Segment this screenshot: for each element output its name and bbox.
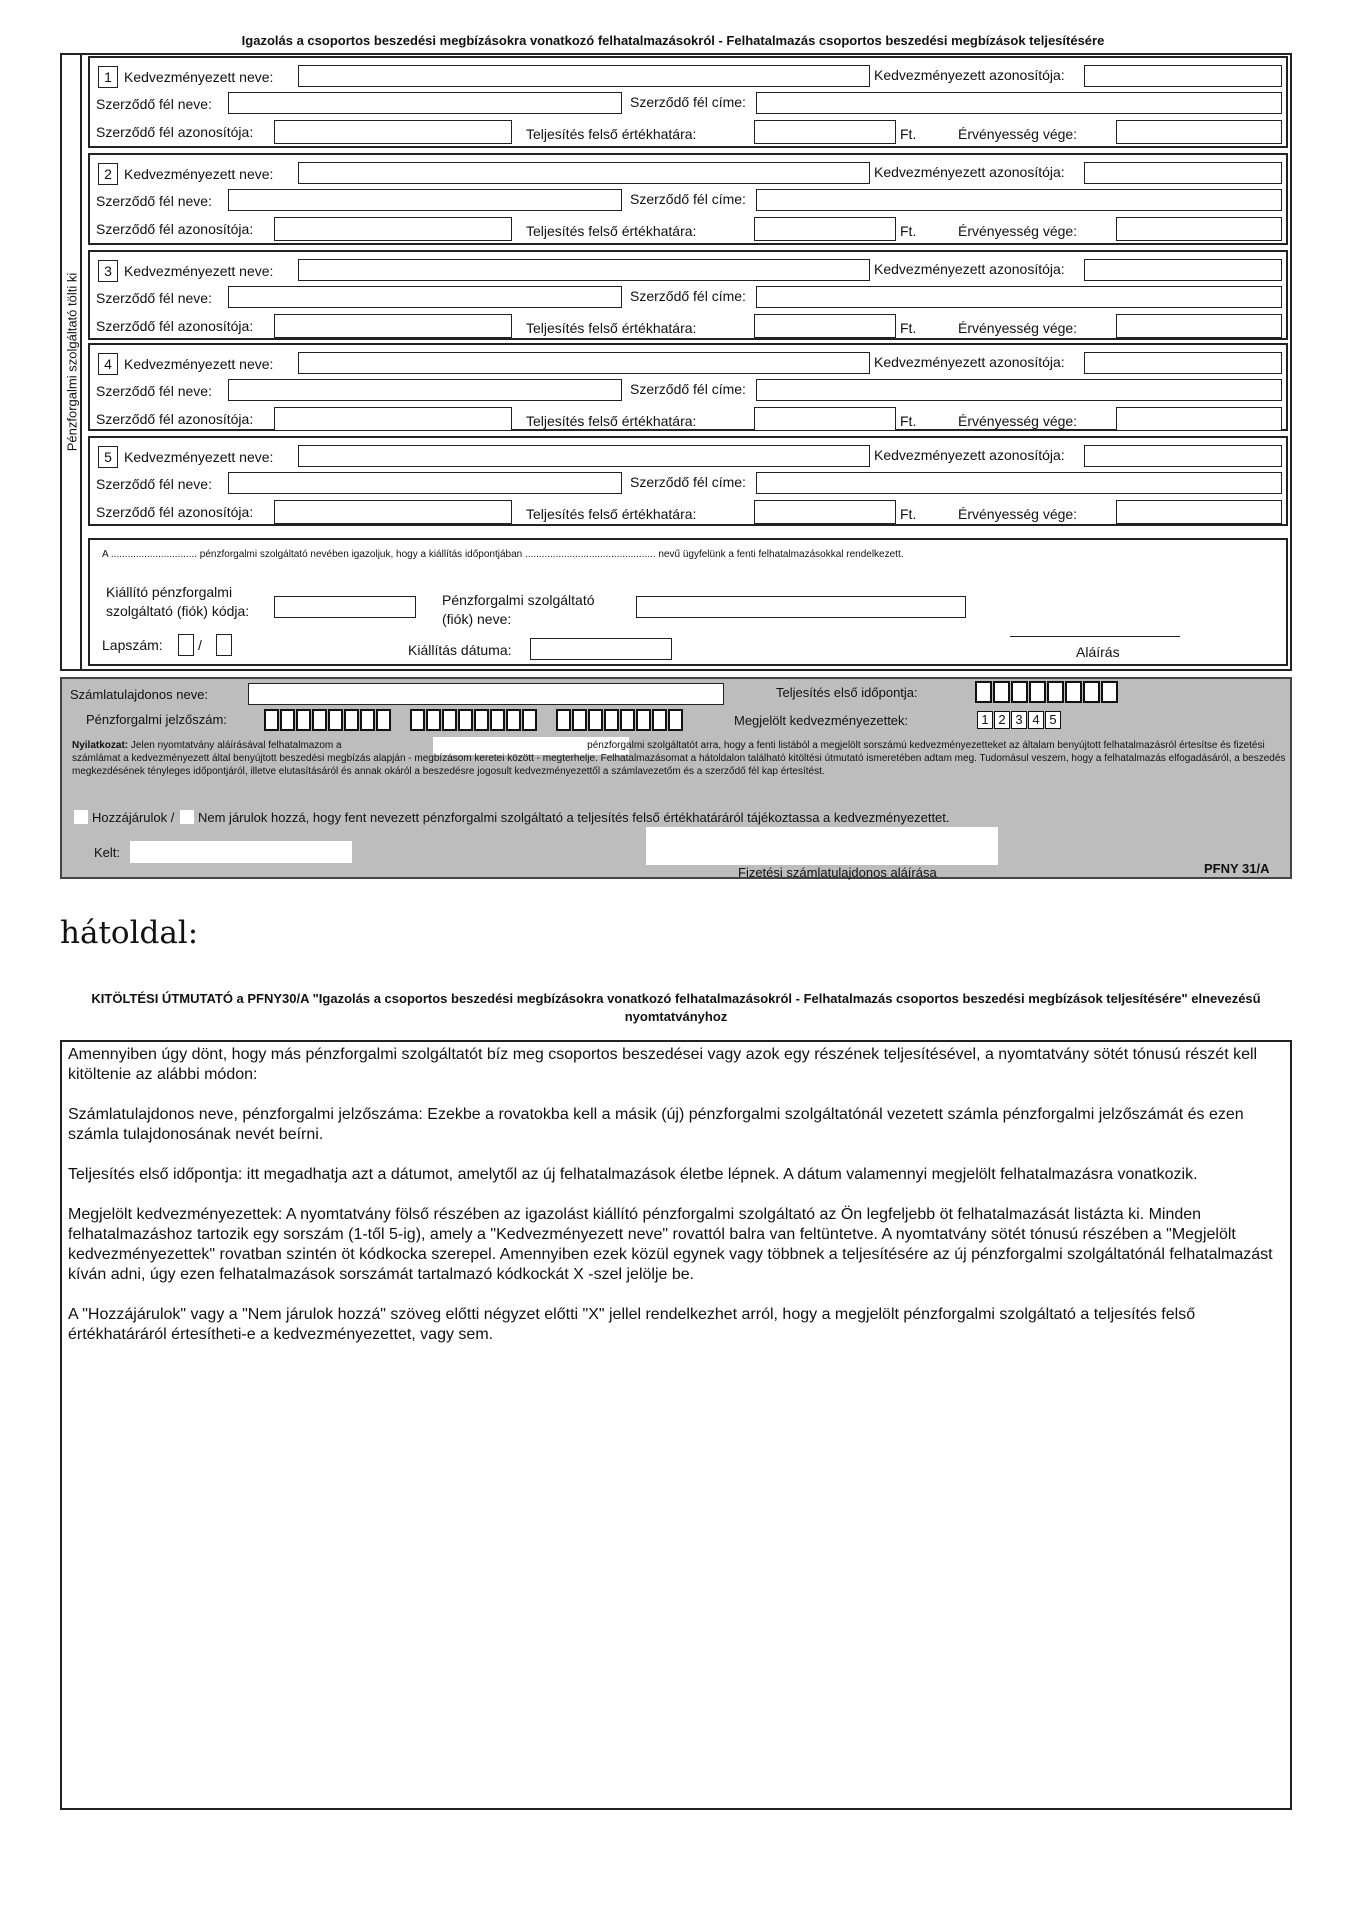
guide-paragraph: A "Hozzájárulok" vagy a "Nem járulok hozzá" szöveg előtti négyzet előtti "X" jellel rendelkezhet arról, hogy a megjelölt pénzforgalmi szolgáltató a teljesítés felső értékhatáráról értesítheti-e a kedvezményezettet, vagy sem. (68, 1306, 1196, 1343)
party-name-field[interactable] (228, 286, 622, 308)
party-name-label: Szerződő fél neve: (96, 476, 212, 492)
account-number-cell[interactable] (264, 709, 279, 731)
account-number-cell[interactable] (604, 709, 619, 731)
date-label: Kelt: (94, 845, 121, 860)
beneficiary-name-field[interactable] (298, 352, 870, 374)
validity-end-label: Érvényesség vége: (958, 320, 1078, 336)
validity-end-field[interactable] (1116, 120, 1282, 144)
account-number-cell[interactable] (410, 709, 425, 731)
guide-title: KITÖLTÉSI ÚTMUTATÓ a PFNY30/A "Igazolás a csoportos beszedési megbízásokra vonatkozó felhatalmazásokról - Felhatalmazás csoportos beszedési megbízások teljesítésére" elnevezésű nyomtatványhoz (91, 991, 1261, 1024)
beneficiary-id-field[interactable] (1084, 162, 1282, 184)
account-number-cell[interactable] (572, 709, 587, 731)
party-address-field[interactable] (756, 92, 1282, 114)
party-name-field[interactable] (228, 472, 622, 494)
first-date-cell[interactable] (1101, 681, 1118, 703)
currency-label: Ft. (900, 223, 917, 239)
account-number-cell[interactable] (506, 709, 521, 731)
account-number-cell[interactable] (312, 709, 327, 731)
account-number-cell[interactable] (556, 709, 571, 731)
limit-label: Teljesítés felső értékhatára: (526, 413, 697, 429)
issuer-code-field[interactable] (274, 596, 416, 618)
entry-number: 5 (98, 446, 118, 468)
party-name-label: Szerződő fél neve: (96, 383, 212, 399)
party-id-field[interactable] (274, 500, 512, 524)
account-number-cell[interactable] (588, 709, 603, 731)
beneficiary-id-label: Kedvezményezett azonosítója: (874, 354, 1065, 370)
beneficiary-id-label: Kedvezményezett azonosítója: (874, 67, 1065, 83)
declaration-title: Nyilatkozat: (72, 740, 129, 751)
guide-paragraph: Számlatulajdonos neve, pénzforgalmi jelzőszáma: Ezekbe a rovatokba kell a másik (új) pénzforgalmi szolgáltatónál vezetett számla pénzforgalmi jelzőszámát és ezen számla tulajdonosának nevét beírni. (68, 1106, 1244, 1143)
beneficiary-id-label: Kedvezményezett azonosítója: (874, 447, 1065, 463)
party-name-label: Szerződő fél neve: (96, 193, 212, 209)
beneficiary-name-label: Kedvezményezett neve: (124, 263, 274, 279)
entry-number: 3 (98, 260, 118, 282)
marked-code-cell[interactable]: 2 (994, 711, 1010, 729)
beneficiary-name-field[interactable] (298, 65, 870, 87)
party-id-label: Szerződő fél azonosítója: (96, 318, 254, 334)
first-date-cell[interactable] (993, 681, 1010, 703)
first-date-label: Teljesítés első időpontja: (776, 685, 918, 700)
marked-code-cell[interactable]: 1 (977, 711, 993, 729)
party-id-label: Szerződő fél azonosítója: (96, 411, 254, 427)
account-number-cell[interactable] (442, 709, 457, 731)
provider-name-label-2: (fiók) neve: (442, 611, 512, 627)
beneficiary-id-field[interactable] (1084, 65, 1282, 87)
beneficiary-entry (88, 250, 1288, 340)
account-number-label: Pénzforgalmi jelzőszám: (86, 712, 227, 727)
declaration-part1: Jelen nyomtatvány aláírásával felhatalmazom a (130, 740, 342, 751)
beneficiary-name-label: Kedvezményezett neve: (124, 69, 274, 85)
account-number-cell[interactable] (328, 709, 343, 731)
beneficiary-id-field[interactable] (1084, 445, 1282, 467)
validity-end-label: Érvényesség vége: (958, 506, 1078, 522)
first-date-cell[interactable] (975, 681, 992, 703)
validity-end-field[interactable] (1116, 217, 1282, 241)
guide-box (60, 1040, 1292, 1810)
account-number-cell[interactable] (522, 709, 537, 731)
issuer-code-label-2: szolgáltató (fiók) kódja: (106, 603, 250, 619)
party-address-label: Szerződő fél címe: (630, 191, 746, 207)
beneficiary-id-label: Kedvezményezett azonosítója: (874, 164, 1065, 180)
party-id-field[interactable] (274, 120, 512, 144)
account-number-cell[interactable] (280, 709, 295, 731)
account-holder-field[interactable] (248, 683, 724, 705)
party-id-field[interactable] (274, 314, 512, 338)
account-number-cell[interactable] (620, 709, 635, 731)
limit-field[interactable] (754, 314, 896, 338)
party-address-label: Szerződő fél címe: (630, 94, 746, 110)
currency-label: Ft. (900, 506, 917, 522)
signature-label: Aláírás (1076, 644, 1120, 660)
certification-statement: A ............................... pénzforgalmi szolgáltató nevében igazoljuk, hogy a kiállítás időpontjában ............................................... nevű ügyfelünk a fenti felhatalmazásokkal rendelkezett. (102, 549, 904, 560)
limit-label: Teljesítés felső értékhatára: (526, 223, 697, 239)
issuer-code-label-1: Kiállító pénzforgalmi (106, 584, 233, 600)
party-id-field[interactable] (274, 407, 512, 431)
page-slash: / (198, 637, 202, 653)
guide-paragraph: Amennyiben úgy dönt, hogy más pénzforgalmi szolgáltatót bíz meg csoportos beszedései vagy azok egy részének teljesítésével, a nyomtatvány sötét tónusú részét kell kitöltenie az alábbi módon: (68, 1046, 1258, 1083)
party-id-label: Szerződő fél azonosítója: (96, 504, 254, 520)
party-address-label: Szerződő fél címe: (630, 381, 746, 397)
account-number-cell[interactable] (426, 709, 441, 731)
limit-field[interactable] (754, 500, 896, 524)
party-name-label: Szerződő fél neve: (96, 96, 212, 112)
page-total-field[interactable] (216, 634, 232, 656)
limit-field[interactable] (754, 217, 896, 241)
account-number-cell[interactable] (376, 709, 391, 731)
disagree-checkbox[interactable] (180, 810, 194, 824)
agree-label: Hozzájárulok / (92, 810, 175, 825)
provider-name-label-1: Pénzforgalmi szolgáltató (442, 592, 595, 608)
limit-field[interactable] (754, 407, 896, 431)
beneficiary-name-field[interactable] (298, 259, 870, 281)
beneficiary-id-label: Kedvezményezett azonosítója: (874, 261, 1065, 277)
party-address-field[interactable] (756, 286, 1282, 308)
currency-label: Ft. (900, 126, 917, 142)
certification-block (88, 538, 1288, 666)
party-id-field[interactable] (274, 217, 512, 241)
guide-paragraph: Teljesítés első időpontja: itt megadhatja azt a dátumot, amelytől az új felhatalmazások életbe lépnek. A dátum valamennyi megjelölt felhatalmazásra vonatkozik. (68, 1166, 1198, 1183)
account-number-cell[interactable] (668, 709, 683, 731)
party-name-field[interactable] (228, 379, 622, 401)
party-address-field[interactable] (756, 189, 1282, 211)
agree-checkbox[interactable] (74, 810, 88, 824)
validity-end-label: Érvényesség vége: (958, 126, 1078, 142)
disagree-label: Nem járulok hozzá, hogy fent nevezett pénzforgalmi szolgáltató a teljesítés felső értékhatáráról tájékoztassa a kedvezményezettet. (198, 810, 950, 825)
marked-code-cell[interactable]: 3 (1011, 711, 1027, 729)
issue-date-label: Kiállítás dátuma: (408, 642, 512, 658)
form-title: Igazolás a csoportos beszedési megbízásokra vonatkozó felhatalmazásokról - Felhatalmazás csoportos beszedési megbízások teljesítésére (241, 33, 1105, 48)
declaration-text (72, 739, 1286, 778)
beneficiary-id-field[interactable] (1084, 259, 1282, 281)
account-holder-label: Számlatulajdonos neve: (70, 687, 209, 702)
account-number-cell[interactable] (636, 709, 651, 731)
account-number-cell[interactable] (652, 709, 667, 731)
beneficiary-entry (88, 436, 1288, 526)
account-number-cell[interactable] (490, 709, 505, 731)
first-date-cell[interactable] (1029, 681, 1046, 703)
beneficiary-name-field[interactable] (298, 445, 870, 467)
first-date-cell[interactable] (1083, 681, 1100, 703)
issue-date-field[interactable] (530, 638, 672, 660)
account-number-cell[interactable] (458, 709, 473, 731)
customer-section (60, 677, 1292, 879)
party-address-label: Szerződő fél címe: (630, 288, 746, 304)
sidebar-label: Pénzforgalmi szolgáltató tölti ki (64, 272, 80, 452)
form-code: PFNY 31/A (1204, 861, 1270, 876)
page-number-label: Lapszám: (102, 637, 163, 653)
beneficiary-name-label: Kedvezményezett neve: (124, 449, 274, 465)
validity-end-field[interactable] (1116, 500, 1282, 524)
currency-label: Ft. (900, 320, 917, 336)
signature-area[interactable] (646, 827, 998, 865)
party-address-field[interactable] (756, 472, 1282, 494)
party-address-field[interactable] (756, 379, 1282, 401)
entry-number: 1 (98, 66, 118, 88)
limit-field[interactable] (754, 120, 896, 144)
beneficiary-entry (88, 56, 1288, 148)
limit-label: Teljesítés felső értékhatára: (526, 126, 697, 142)
provider-name-field[interactable] (636, 596, 966, 618)
beneficiary-name-label: Kedvezményezett neve: (124, 356, 274, 372)
beneficiary-name-field[interactable] (298, 162, 870, 184)
beneficiary-name-label: Kedvezményezett neve: (124, 166, 274, 182)
marked-label: Megjelölt kedvezményezettek: (734, 713, 909, 728)
party-name-field[interactable] (228, 189, 622, 211)
currency-label: Ft. (900, 413, 917, 429)
beneficiary-entry (88, 343, 1288, 431)
entry-number: 2 (98, 163, 118, 185)
marked-code-cell[interactable]: 4 (1028, 711, 1044, 729)
party-id-label: Szerződő fél azonosítója: (96, 124, 254, 140)
signature-line (1010, 636, 1180, 637)
party-address-label: Szerződő fél címe: (630, 474, 746, 490)
declaration-part2: pénzforgalmi szolgáltatót arra, hogy a fenti listából a megjelölt sorszámú kedvezményezetteket az általam benyújtott felhatalmazásról értesítse és fizetési számlámat a kedvezményezett által benyújtott beszedési megbízás alapján - megbízásom keretei között - megterhelje. Felhatalmazásomat a hátoldalon található kitöltési útmutató ismeretében adtam meg. Tudomásul veszem, hogy a felhatalmazás elfogadásáról, a beszedés megkezdésének tényleges időpontjáról, illetve elutasításáról és annak okáról a beszedésre jogosult kedvezményezettől a számlavezetőm és a szerződő fél kap értesítést. (72, 740, 1286, 777)
account-number-cell[interactable] (296, 709, 311, 731)
page-number-field[interactable] (178, 634, 194, 656)
first-date-cell[interactable] (1011, 681, 1028, 703)
first-date-cell[interactable] (1065, 681, 1082, 703)
party-id-label: Szerződő fél azonosítója: (96, 221, 254, 237)
validity-end-field[interactable] (1116, 407, 1282, 431)
account-number-cell[interactable] (474, 709, 489, 731)
beneficiary-id-field[interactable] (1084, 352, 1282, 374)
customer-signature-label: Fizetési számlatulajdonos aláírása (738, 865, 937, 880)
validity-end-label: Érvényesség vége: (958, 223, 1078, 239)
account-number-cell[interactable] (360, 709, 375, 731)
limit-label: Teljesítés felső értékhatára: (526, 506, 697, 522)
entry-number: 4 (98, 353, 118, 375)
marked-code-cell[interactable]: 5 (1045, 711, 1061, 729)
limit-label: Teljesítés felső értékhatára: (526, 320, 697, 336)
validity-end-field[interactable] (1116, 314, 1282, 338)
guide-paragraph: Megjelölt kedvezményezettek: A nyomtatvány fölső részében az igazolást kiállító pénzforgalmi szolgáltató az Ön legfeljebb öt felhatalmazását listázta ki. Minden felhatalmazáshoz tartozik egy sorszám (1-től 5-ig), amely a "Kedvezményezett neve" rovattól balra van feltüntetve. A nyomtatvány sötét tónusú részében a "Megjelölt kedvezményezettek" rovatban szintén öt kódkocka szerepel. Amennyiben ezek közül egynek vagy többnek a teljesítésére az új pénzforgalmi szolgáltatónál felhatalmazást kíván adni, úgy ezen felhatalmazások sorszámát tartalmazó kódkockát X -szel jelölje be. (68, 1206, 1273, 1283)
back-heading: hátoldal: (60, 915, 199, 951)
party-name-field[interactable] (228, 92, 622, 114)
validity-end-label: Érvényesség vége: (958, 413, 1078, 429)
account-number-cell[interactable] (344, 709, 359, 731)
first-date-cell[interactable] (1047, 681, 1064, 703)
beneficiary-entry (88, 153, 1288, 245)
party-name-label: Szerződő fél neve: (96, 290, 212, 306)
date-field[interactable] (130, 841, 352, 863)
